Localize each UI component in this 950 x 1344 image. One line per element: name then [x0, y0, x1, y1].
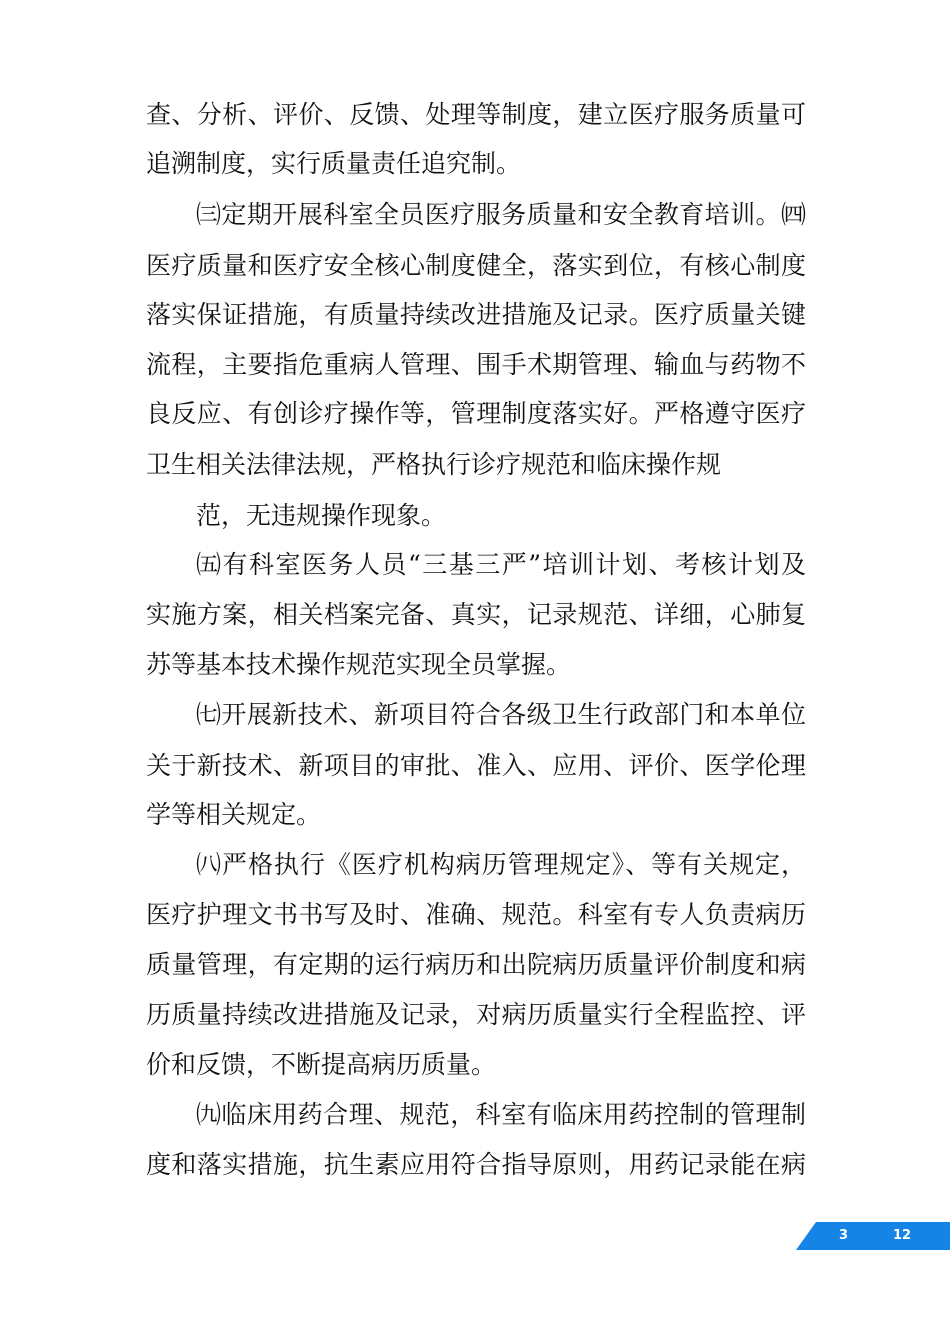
paragraph-start-line: ㈨临床用药合理、规范，科室有临床用药控制的管理制	[196, 1100, 806, 1129]
paragraph-start-line: ㈧严格执行《医疗机构病历管理规定》、等有关规定，	[196, 850, 806, 879]
text-line: 医疗护理文书书写及时、准确、规范。科室有专人负责病历	[146, 900, 806, 929]
text-line: 关于新技术、新项目的审批、准入、应用、评价、医学伦理	[146, 751, 806, 780]
page-indicator	[796, 1222, 950, 1250]
paragraph-start-line: ㈦开展新技术、新项目符合各级卫生行政部门和本单位	[196, 700, 806, 729]
current-page-number: 3	[839, 1228, 849, 1243]
text-line: 学等相关规定。	[146, 800, 322, 829]
text-line: 医疗质量和医疗安全核心制度健全，落实到位，有核心制度	[146, 251, 806, 280]
text-line: 价和反馈，不断提高病历质量。	[146, 1050, 497, 1079]
text-line: 卫生相关法律法规，严格执行诊疗规范和临床操作规	[146, 450, 722, 479]
text-line: 度和落实措施，抗生素应用符合指导原则，用药记录能在病	[146, 1150, 806, 1179]
page-indicator-banner	[796, 1222, 950, 1250]
text-line: 苏等基本技术操作规范实现全员掌握。	[146, 650, 572, 679]
text-line: 流程，主要指危重病人管理、围手术期管理、输血与药物不	[146, 350, 806, 379]
text-line: 查、分析、评价、反馈、处理等制度，建立医疗服务质量可	[146, 100, 806, 129]
text-line: 历质量持续改进措施及记录，对病历质量实行全程监控、评	[146, 1000, 806, 1029]
text-line: 良反应、有创诊疗操作等，管理制度落实好。严格遵守医疗	[146, 399, 806, 428]
text-line: 追溯制度，实行质量责任追究制。	[146, 149, 522, 178]
paragraph-start-line: 范，无违规操作现象。	[196, 501, 447, 530]
text-line: 实施方案，相关档案完备、真实，记录规范、详细，心肺复	[146, 600, 806, 629]
paragraph-start-line: ㈤有科室医务人员“三基三严”培训计划、考核计划及	[196, 550, 806, 579]
text-line: 落实保证措施，有质量持续改进措施及记录。医疗质量关键	[146, 300, 806, 329]
paragraph-start-line: ㈢定期开展科室全员医疗服务质量和安全教育培训。㈣	[196, 200, 806, 229]
text-line: 质量管理，有定期的运行病历和出院病历质量评价制度和病	[146, 950, 806, 979]
total-pages-number: 12	[893, 1228, 912, 1243]
